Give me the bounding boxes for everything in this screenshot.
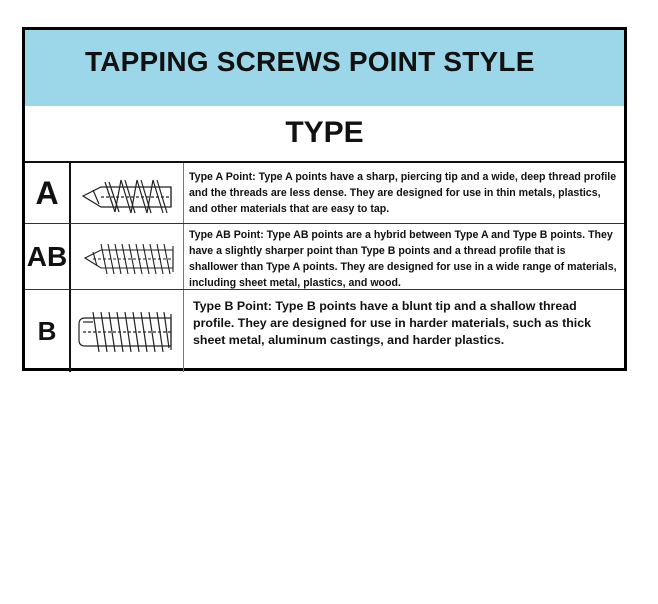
table-row-type-ab xyxy=(25,223,624,289)
table-row-type-b xyxy=(25,289,624,372)
table-title: TAPPING SCREWS POINT STYLE xyxy=(85,46,535,77)
screw-image-cell xyxy=(71,163,184,223)
point-description: Type B Point: Type B points have a blunt tip and a shallow thread profile. They are designed for use in harder materials, such as thick sheet metal, aluminum castings, and harder plastics. xyxy=(193,299,592,347)
screw-image-cell xyxy=(71,224,184,289)
description-cell xyxy=(187,290,621,372)
point-description: Type A Point: Type A points have a sharp, piercing tip and a wide, deep thread profile and the threads are less dense. They are designed for use in thin metals, plastics, and other materials that are easy to tap. xyxy=(189,171,617,215)
type-b-screw-icon xyxy=(71,290,183,372)
row-label: AB xyxy=(25,224,71,289)
screw-image-cell xyxy=(71,290,184,372)
point-style-table xyxy=(22,27,627,371)
type-heading: TYPE xyxy=(285,116,364,149)
row-label: B xyxy=(25,290,71,372)
type-ab-screw-icon xyxy=(71,224,183,289)
table-row-type-a xyxy=(25,161,624,223)
point-description: Type AB Point: Type AB points are a hybrid between Type A and Type B points. They have a slightly sharper point than Type B points and a thread profile that is shallower than Type A points. They are designed for use in a wide range of materials, including sheet metal, plastics, and wood. xyxy=(189,229,617,289)
row-label: A xyxy=(25,163,71,223)
description-cell xyxy=(187,224,621,289)
description-cell xyxy=(187,163,621,223)
type-a-screw-icon xyxy=(71,163,183,223)
header-band xyxy=(25,30,624,106)
